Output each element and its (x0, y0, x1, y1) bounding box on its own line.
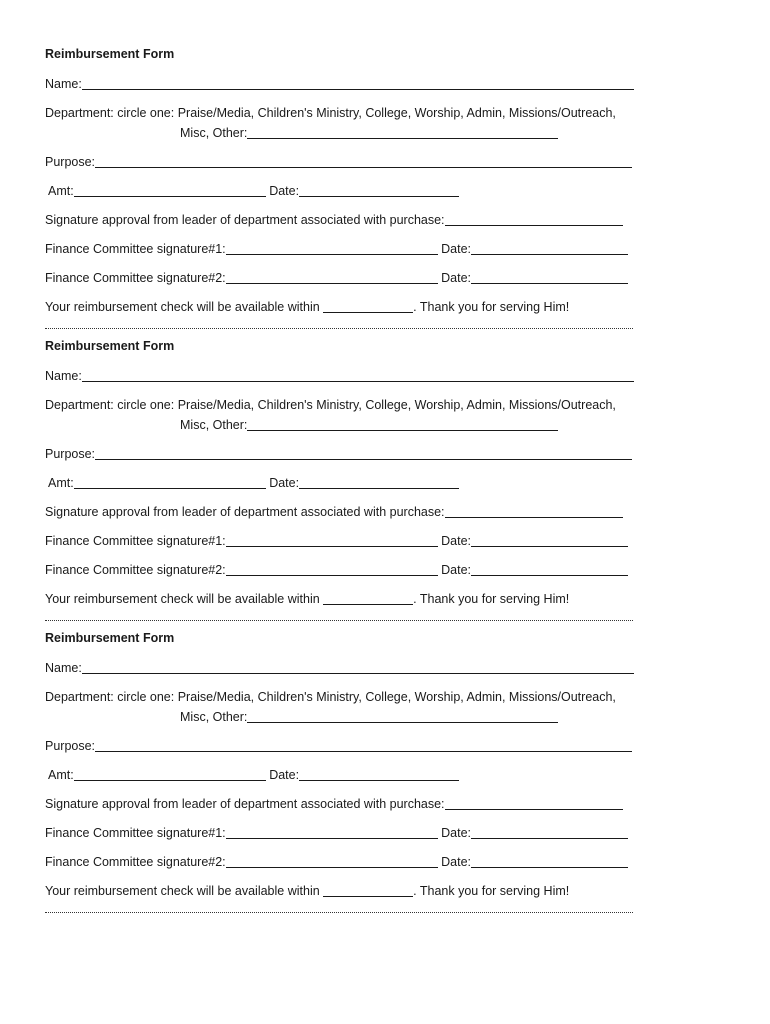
department-misc-label: Misc, Other: (180, 126, 248, 140)
availability-field[interactable] (323, 300, 413, 313)
date-label: Date: (441, 826, 472, 840)
amt-label: Amt: (48, 768, 74, 782)
form-title: Reimbursement Form (45, 631, 175, 645)
purpose-field[interactable] (95, 739, 632, 752)
dotted-divider (45, 912, 633, 913)
availability-text: Your reimbursement check will be available within (45, 884, 320, 898)
date-field[interactable] (299, 476, 459, 489)
department-misc-label: Misc, Other: (180, 418, 248, 432)
finance-signature-2-label: Finance Committee signature#2: (45, 563, 226, 577)
availability-field[interactable] (323, 884, 413, 897)
date-label: Date: (269, 768, 300, 782)
finance-date-1-field[interactable] (471, 826, 628, 839)
signature-approval-label: Signature approval from leader of department associated with purchase: (45, 797, 445, 811)
form-title: Reimbursement Form (45, 339, 175, 353)
availability-text: Your reimbursement check will be available within (45, 300, 320, 314)
finance-signature-2-field[interactable] (226, 271, 438, 284)
name-label: Name: (45, 77, 82, 91)
name-field[interactable] (82, 661, 634, 674)
finance-signature-2-label: Finance Committee signature#2: (45, 271, 226, 285)
name-field[interactable] (82, 77, 634, 90)
finance-signature-2-field[interactable] (226, 563, 438, 576)
signature-approval-field[interactable] (445, 213, 623, 226)
amt-field[interactable] (74, 184, 266, 197)
department-label: Department: circle one: Praise/Media, Children's Ministry, College, Worship, Admin, Missions/Outreach, (45, 398, 616, 412)
date-label: Date: (269, 476, 300, 490)
thanks-text: . Thank you for serving Him! (413, 300, 570, 314)
amt-label: Amt: (48, 184, 74, 198)
finance-signature-2-field[interactable] (226, 855, 438, 868)
date-label: Date: (441, 242, 472, 256)
name-label: Name: (45, 369, 82, 383)
department-label: Department: circle one: Praise/Media, Children's Ministry, College, Worship, Admin, Missions/Outreach, (45, 106, 616, 120)
finance-signature-1-label: Finance Committee signature#1: (45, 242, 226, 256)
finance-signature-1-label: Finance Committee signature#1: (45, 826, 226, 840)
purpose-label: Purpose: (45, 155, 96, 169)
form-title: Reimbursement Form (45, 47, 175, 61)
department-label: Department: circle one: Praise/Media, Children's Ministry, College, Worship, Admin, Missions/Outreach, (45, 690, 616, 704)
date-label: Date: (441, 563, 472, 577)
finance-date-2-field[interactable] (471, 271, 628, 284)
finance-date-2-field[interactable] (471, 563, 628, 576)
department-other-field[interactable] (247, 710, 558, 723)
finance-signature-2-label: Finance Committee signature#2: (45, 855, 226, 869)
signature-approval-field[interactable] (445, 797, 623, 810)
department-misc-label: Misc, Other: (180, 710, 248, 724)
thanks-text: . Thank you for serving Him! (413, 884, 570, 898)
signature-approval-label: Signature approval from leader of department associated with purchase: (45, 505, 445, 519)
date-field[interactable] (299, 184, 459, 197)
finance-date-2-field[interactable] (471, 855, 628, 868)
name-label: Name: (45, 661, 82, 675)
availability-text: Your reimbursement check will be available within (45, 592, 320, 606)
date-label: Date: (441, 855, 472, 869)
availability-field[interactable] (323, 592, 413, 605)
amt-field[interactable] (74, 768, 266, 781)
purpose-label: Purpose: (45, 739, 96, 753)
purpose-field[interactable] (95, 155, 632, 168)
finance-signature-1-field[interactable] (226, 826, 438, 839)
amt-field[interactable] (74, 476, 266, 489)
finance-date-1-field[interactable] (471, 534, 628, 547)
finance-signature-1-field[interactable] (226, 242, 438, 255)
dotted-divider (45, 328, 633, 329)
finance-signature-1-label: Finance Committee signature#1: (45, 534, 226, 548)
purpose-label: Purpose: (45, 447, 96, 461)
finance-signature-1-field[interactable] (226, 534, 438, 547)
department-other-field[interactable] (247, 126, 558, 139)
date-label: Date: (441, 271, 472, 285)
date-label: Date: (441, 534, 472, 548)
department-other-field[interactable] (247, 418, 558, 431)
date-label: Date: (269, 184, 300, 198)
dotted-divider (45, 620, 633, 621)
date-field[interactable] (299, 768, 459, 781)
thanks-text: . Thank you for serving Him! (413, 592, 570, 606)
signature-approval-label: Signature approval from leader of department associated with purchase: (45, 213, 445, 227)
amt-label: Amt: (48, 476, 74, 490)
signature-approval-field[interactable] (445, 505, 623, 518)
finance-date-1-field[interactable] (471, 242, 628, 255)
name-field[interactable] (82, 369, 634, 382)
purpose-field[interactable] (95, 447, 632, 460)
